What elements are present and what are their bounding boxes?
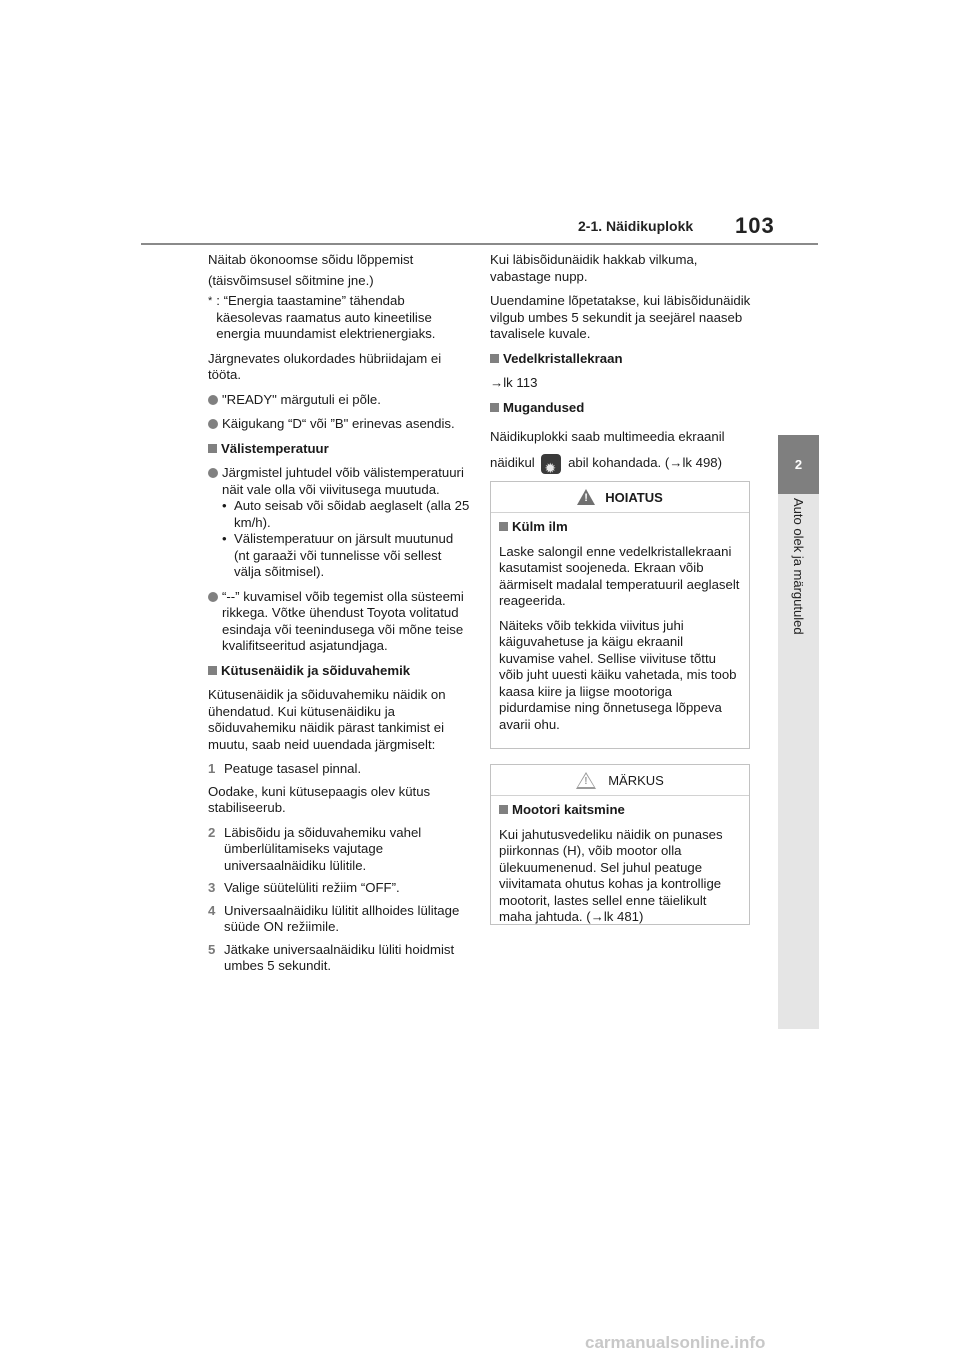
heading-square-icon xyxy=(499,805,508,814)
warning-para-1: Laske salongil enne vedelkristallekraani kasutamist soojeneda. Ekraan võib äärmiselt madalal temperatuuril aeglaselt reageerida. xyxy=(499,543,740,608)
heading-outside-temp: Välistemperatuur xyxy=(208,441,470,458)
step-1: 1 Peatuge tasasel pinnal. xyxy=(208,761,362,776)
notice-title: MÄRKUS xyxy=(608,772,664,788)
warning-body xyxy=(491,513,749,733)
temp-sub-item-1: • Auto seisab või sõidab aeglaselt (alla 25 km/h). xyxy=(222,498,470,530)
bullet-temp-inaccurate: Järgmistel juhtudel võib välistemperatuuri näit vale olla või viivitusega muutuda. xyxy=(208,465,470,498)
bullet-temp-dashes: “--” kuvamisel võib tegemist olla süsteemi rikkega. Võtke ühendust Toyota volitatud esindaja või teenindusega või mõne teise kvalifitseeritud asjatundjaga. xyxy=(208,589,470,655)
right-para-1: Kui läbisõidunäidik hakkab vilkuma, vabastage nupp. xyxy=(490,252,698,284)
heading-fuel: Kütusenäidik ja sõiduvahemik xyxy=(208,663,470,680)
bullet-dot-icon xyxy=(208,468,218,478)
intro-line-2: (täisvõimsusel sõitmine jne.) xyxy=(208,272,374,288)
heading-liquid-crystal: Vedelkristallekraan xyxy=(490,351,752,368)
wait-text: Oodake, kuni kütusepaagis olev kütus stabiliseerub. xyxy=(208,783,431,815)
chapter-tab xyxy=(778,435,819,494)
left-column xyxy=(208,252,470,981)
notice-body xyxy=(491,796,749,926)
footnote-text: : “Energia taastamine” tähendab käesolevas raamatus auto kineetilise energia muundamist elektrienergiaks. xyxy=(216,293,436,341)
page-number: 103 xyxy=(735,213,775,238)
notice-box xyxy=(490,764,750,925)
warning-title: HOIATUS xyxy=(605,489,663,505)
watermark: carmanualsonline.info xyxy=(585,1333,766,1352)
header-section-title: 2-1. Näidikuplokk xyxy=(578,218,694,234)
heading-square-icon xyxy=(490,354,499,363)
heading-square-icon xyxy=(499,522,508,531)
heading-square-icon xyxy=(490,403,499,412)
settings-gear-icon xyxy=(541,454,561,474)
notice-para-1: Kui jahutusvedeliku näidik on punases piirkonnas (H), võib mootor olla ülekuumenenud. Sel juhul peatuge viivitamata ohutus kohas ja kontrollige mootorit, lastes sellel enne täielikult maha jahtuda. (→lk 481) xyxy=(499,826,723,924)
heading-square-icon xyxy=(208,666,217,675)
bullet-dot-icon xyxy=(208,395,218,405)
warning-box xyxy=(490,481,750,749)
bullet-dot-icon xyxy=(208,592,218,602)
heading-customizations: Mugandused xyxy=(490,400,752,417)
chapter-number: 2 xyxy=(794,457,803,472)
fuel-intro: Kütusenäidik ja sõiduvahemiku näidik on ühendatud. Kui kütusenäidiku ja sõiduvahemiku näidik pärast tankimist ei muutu, saab neid uuendada järgmiselt: xyxy=(208,687,446,752)
bullet-ready: "READY" märgutuli ei põle. xyxy=(208,392,470,409)
crystal-page-ref: →lk 113 xyxy=(490,375,538,390)
bullet-dot-icon xyxy=(208,419,218,429)
right-para-2: Uuendamine lõpetatakse, kui läbisõidunäidik vilgub umbes 5 sekundit ja seejärel naaseb tavalisele kuvale. xyxy=(490,293,751,341)
bullet-gear: Käigukang “D“ või ”B" erinevas asendis. xyxy=(208,416,470,433)
chapter-label: Auto olek ja märgutuled xyxy=(791,498,806,635)
notice-header xyxy=(491,765,749,796)
step-2: 2 Läbisõidu ja sõiduvahemiku vahel ümberlülitamiseks vajutage universaalnäidiku lülitile. xyxy=(208,824,422,873)
caution-triangle-icon xyxy=(576,772,596,789)
header-rule xyxy=(141,243,818,245)
temp-sub-list xyxy=(208,498,470,581)
step-4: 4 Universaalnäidiku lülitit allhoides lülitage süüde ON režiimile. xyxy=(208,902,460,934)
intro-line-1: Näitab ökonoomse sõidu lõppemist xyxy=(208,252,414,267)
right-column xyxy=(490,252,752,484)
temp-sub-item-2: • Välistemperatuur on järsult muutunud (nt garaaži või tunnelisse või sellest välja sõitmisel). xyxy=(222,531,454,579)
step-5: 5 Jätkake universaalnäidiku lüliti hoidmist umbes 5 sekundit. xyxy=(208,941,455,973)
warning-header xyxy=(491,482,749,513)
warning-para-2: Näiteks võib tekkida viivitus juhi käiguvahetuse ja käigu ekraanil kuvamise vahel. Sellise viivituse tõttu võib juht uuesti käiku vahetada, mis toob kaasa kiire ja liigse mootoriga pidurdamise ning õnnetusega lõppeva avarii ohu. xyxy=(499,617,737,732)
hybrid-intro: Järgnevates olukordades hübriidajam ei tööta. xyxy=(208,350,442,382)
footnote xyxy=(208,293,470,343)
notice-heading: Mootori kaitsmine xyxy=(499,802,741,819)
footnote-mark: * xyxy=(208,295,213,307)
warning-heading: Külm ilm xyxy=(499,519,741,536)
heading-square-icon xyxy=(208,444,217,453)
custom-text: Näidikuplokki saab multimeedia ekraanil näidikul ✹ abil kohandada. (→lk 498) xyxy=(490,424,752,476)
step-3: 3 Valige süütelüliti režiim “OFF”. xyxy=(208,880,400,895)
warning-triangle-icon xyxy=(577,489,595,505)
